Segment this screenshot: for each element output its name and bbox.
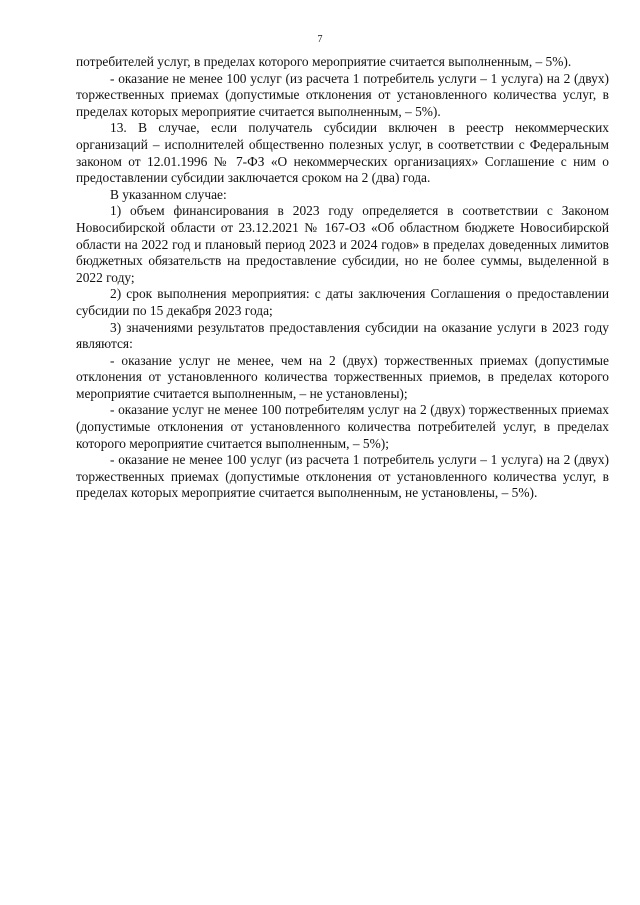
- paragraph-services-indicator: - оказание не менее 100 услуг (из расчета 1 потребитель услуги – 1 услуга) на 2 (двух) торжественных приемах (допустимые отклонения от установленного количества услуг, в пределах которых мероприятие считается выполненным, – 5%).: [76, 70, 609, 119]
- paragraph-item-2-deadline: 2) срок выполнения мероприятия: с даты заключения Соглашения о предоставлении субсидии по 15 декабря 2023 года;: [76, 286, 609, 318]
- paragraph-item-1-financing: 1) объем финансирования в 2023 году определяется в соответствии с Законом Новосибирской области от 23.12.2021 № 167-ОЗ «Об областном бюджете Новосибирской области на 2022 год и плановый период 2023 и 2024 годов» в пределах доведенных лимитов бюджетных обязательств на предоставление субсидии, но не более суммы, выделенной в 2022 году;: [76, 203, 609, 285]
- paragraph-item-3-results: 3) значениями результатов предоставления субсидии на оказание услуги в 2023 году являются:: [76, 319, 609, 352]
- paragraph-result-consumers: - оказание услуг не менее 100 потребителям услуг на 2 (двух) торжественных приемах (допустимые отклонения от установленного количества потребителей услуг, в пределах которого мероприятие считается выполненным, – 5%);: [76, 402, 609, 451]
- page-number: 7: [317, 34, 323, 45]
- document-body: [76, 54, 609, 502]
- paragraph-result-services: - оказание не менее 100 услуг (из расчета 1 потребитель услуги – 1 услуга) на 2 (двух) торжественных приемах (допустимые отклонения от установленного количества услуг, в пределах которых мероприятие считается выполненным, не установлены, – 5%).: [76, 452, 609, 501]
- paragraph-result-receptions: - оказание услуг не менее, чем на 2 (двух) торжественных приемах (допустимые отклонения от установленного количества торжественных приемов, в пределах которого мероприятие считается выполненным, – не установлены);: [76, 352, 609, 401]
- paragraph-clause-13: 13. В случае, если получатель субсидии включен в реестр некоммерческих организаций – исполнителей общественно полезных услуг, в соответствии с Федеральным законом от 12.01.1996 № 7-ФЗ «О некоммерческих организациях» Соглашение с ним о предоставлении субсидии заключается сроком на 2 (два) года.: [76, 120, 609, 186]
- paragraph-continuation: потребителей услуг, в пределах которого мероприятие считается выполненным, – 5%).: [76, 54, 572, 69]
- paragraph-in-this-case: В указанном случае:: [110, 186, 227, 202]
